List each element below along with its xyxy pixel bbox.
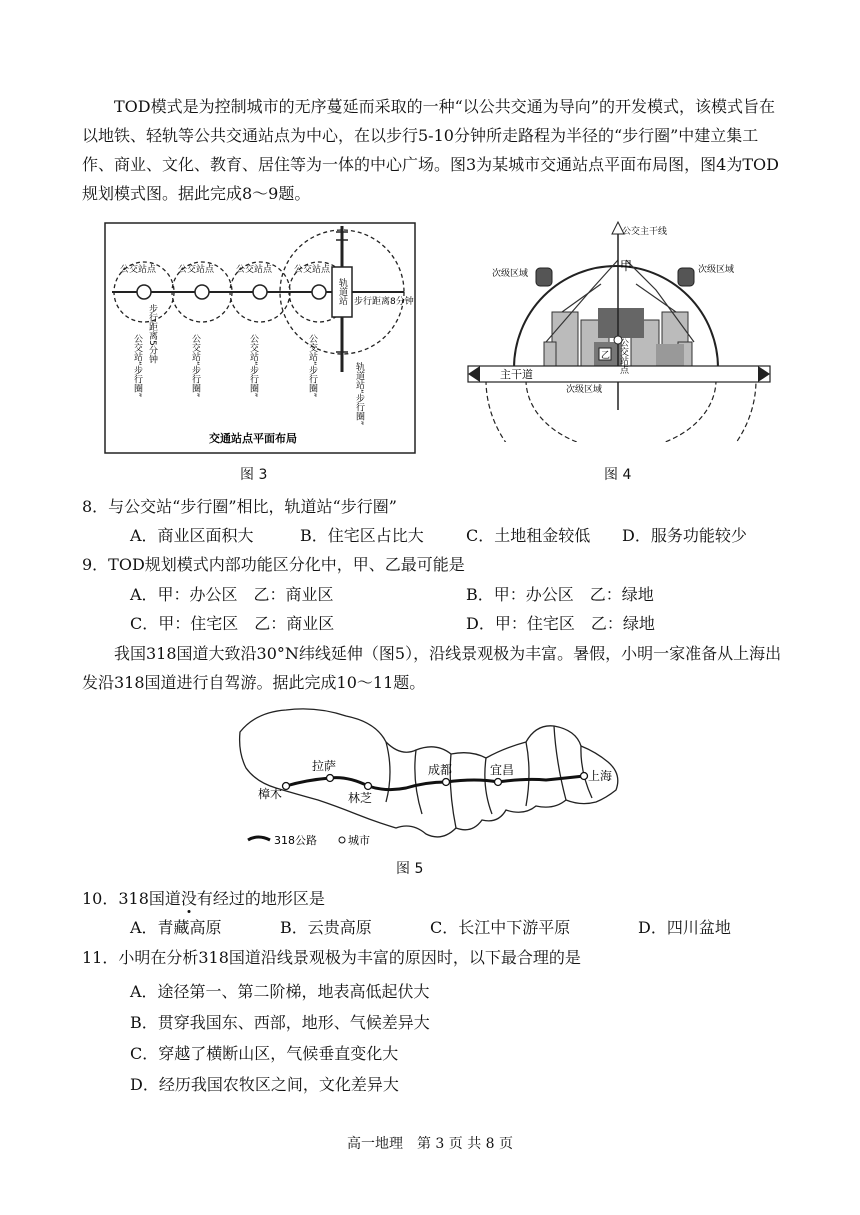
- figure-5-map: [236, 702, 626, 852]
- q8-option-b[interactable]: B．住宅区占比大: [300, 526, 424, 545]
- legend-city-label: 城市: [348, 834, 370, 847]
- city-zhangmu: 樟木: [258, 787, 283, 801]
- city-yichang: 宜昌: [490, 763, 515, 777]
- walk-5-label: 步行距离5分钟: [147, 304, 157, 364]
- station-label: 公交站点: [618, 338, 628, 374]
- secondary-region-bottom: 次级区域: [566, 385, 603, 395]
- q11-option-d[interactable]: D．经历我国农牧区之间，文化差异大: [130, 1075, 399, 1094]
- q9-option-a[interactable]: A．甲：办公区 乙：商业区: [130, 585, 334, 604]
- city-nyingchi: 林芝: [348, 791, 373, 805]
- figure-5-caption: 图 5: [396, 861, 424, 877]
- q10-option-a[interactable]: A．青藏高原: [130, 918, 222, 937]
- jia-label: 甲: [620, 259, 633, 273]
- bus-stop-label-2: 公交站点: [178, 265, 215, 275]
- bus-circle-label-3: 公交站“步行圈”: [248, 334, 258, 398]
- rail-circle-label: 轨道站“步行圈”: [354, 362, 364, 426]
- bus-circle-label-1: 公交站“步行圈”: [132, 334, 142, 398]
- bus-circle-label-4: 公交站“步行圈”: [307, 334, 317, 398]
- question-11-stem: 11．小明在分析318国道沿线景观极为丰富的原因时，以下最合理的是: [82, 948, 581, 967]
- q9-option-c[interactable]: C．甲：住宅区 乙：商业区: [130, 614, 335, 633]
- q8-option-d[interactable]: D．服务功能较少: [622, 526, 747, 545]
- figure-3-caption: 图 3: [240, 467, 268, 483]
- question-8-stem: 8．与公交站“步行圈”相比，轨道站“步行圈”: [82, 497, 397, 516]
- q10-stem-part-a: 10．318国道: [82, 889, 181, 908]
- bus-stop-label-4: 公交站点: [294, 265, 331, 275]
- legend-road-label: 318公路: [274, 834, 317, 847]
- q10-emphasis: 没: [180, 889, 197, 908]
- q11-option-a[interactable]: A．途径第一、第二阶梯，地表高低起伏大: [130, 982, 430, 1001]
- bus-stop-label-3: 公交站点: [236, 265, 273, 275]
- q11-option-c[interactable]: C．穿越了横断山区，气候垂直变化大: [130, 1044, 399, 1063]
- main-road-label: 主干道: [500, 368, 533, 381]
- secondary-region-left: 次级区域: [492, 269, 529, 279]
- q10-stem-part-c: 有经过的地形区是: [196, 889, 325, 908]
- q9-option-b[interactable]: B．甲：办公区 乙：绿地: [466, 585, 654, 604]
- yi-label: 乙: [601, 351, 611, 361]
- trunk-bus-label: 公交主干线: [622, 227, 668, 237]
- intro-paragraph-1: TOD模式是为控制城市的无序蔓延而采取的一种“以公共交通为导向”的开发模式，该模式旨在以地铁、轻轨等公共交通站点为中心，在以步行5-10分钟所走路程为半径的“步行圈”中建立集工作、商业、文化、教育、居住等为一体的中心广场。图3为某城市交通站点平面布局图，图4为TOD规划模式图。据此完成8～9题。: [82, 97, 779, 203]
- figure-3-title: 交通站点平面布局: [209, 432, 297, 445]
- bus-circle-label-2: 公交站“步行圈”: [190, 334, 200, 398]
- q8-option-a[interactable]: A．商业区面积大: [130, 526, 254, 545]
- q8-option-c[interactable]: C．土地租金较低: [466, 526, 591, 545]
- figure-4-diagram: [466, 220, 772, 442]
- bus-stop-label-1: 公交站点: [120, 265, 157, 275]
- secondary-region-right: 次级区域: [698, 265, 735, 275]
- question-9-stem: 9．TOD规划模式内部功能区分化中，甲、乙最可能是: [82, 555, 465, 574]
- figure-3-diagram: [104, 222, 416, 454]
- walk-8-label: 步行距离8分钟: [354, 297, 414, 307]
- question-10-stem: [82, 884, 325, 913]
- q10-option-b[interactable]: B．云贵高原: [280, 918, 372, 937]
- rail-station-label: 轨道站: [337, 278, 347, 305]
- q10-option-d[interactable]: D．四川盆地: [638, 918, 731, 937]
- intro-paragraph-2: 我国318国道大致沿30°N纬线延伸（图5），沿线景观极为丰富。暑假，小明一家准备从上海出发沿318国道进行自驾游。据此完成10～11题。: [82, 644, 782, 692]
- city-shanghai: 上海: [588, 769, 613, 783]
- page-footer: 高一地理 第 3 页 共 8 页: [346, 1136, 514, 1152]
- city-chengdu: 成都: [428, 763, 453, 777]
- q10-option-c[interactable]: C．长江中下游平原: [430, 918, 571, 937]
- figure-4-caption: 图 4: [604, 467, 632, 483]
- city-lhasa: 拉萨: [312, 759, 337, 773]
- q9-option-d[interactable]: D．甲：住宅区 乙：绿地: [466, 614, 655, 633]
- q11-option-b[interactable]: B．贯穿我国东、西部，地形、气候差异大: [130, 1013, 430, 1032]
